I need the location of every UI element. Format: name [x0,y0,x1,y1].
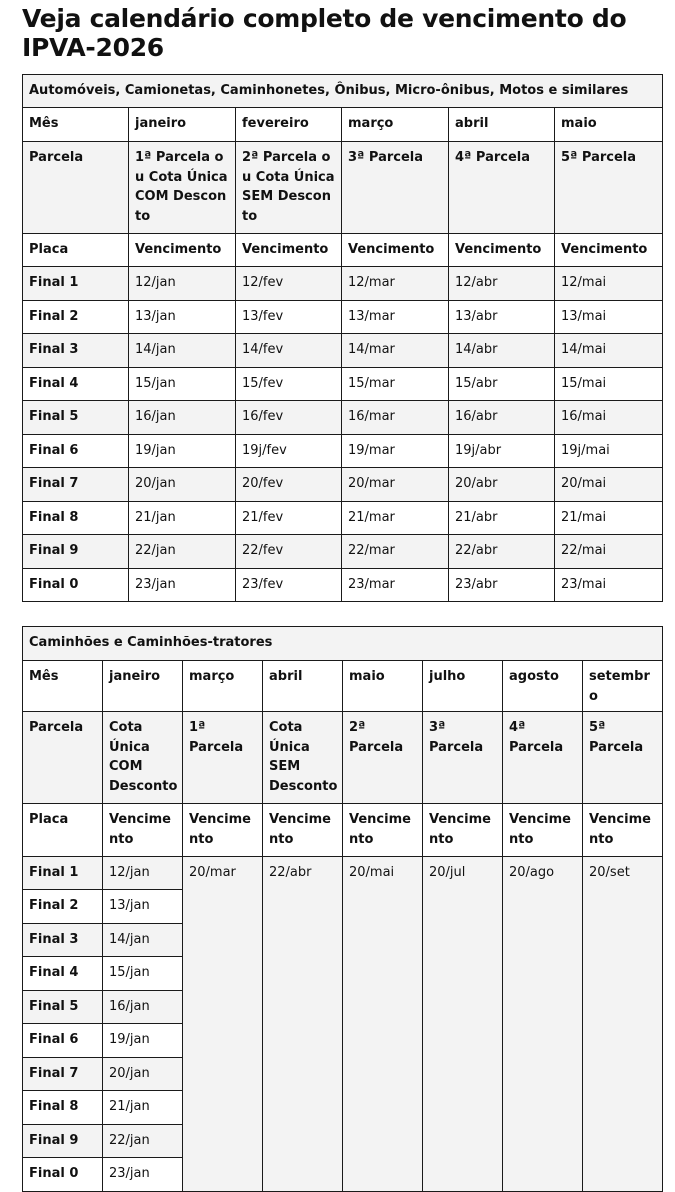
parcela-label: Parcela [23,142,129,234]
parcela-header: Cota Única COM Desconto [103,712,183,804]
date-cell: 15/mar [342,368,449,401]
date-cell: 15/mai [555,368,663,401]
month-header: julho [423,661,503,712]
date-cell: 19/jan [103,1024,183,1058]
table-caption: Caminhões e Caminhões-tratores [23,627,663,661]
merged-date-cell: 20/mar [183,857,263,1192]
date-cell: 16/jan [103,991,183,1024]
parcela-header: 4ª Parcela [449,142,555,234]
month-header: janeiro [129,108,236,142]
date-cell: 23/jan [129,569,236,602]
date-cell: 21/abr [449,502,555,535]
date-cell: 22/mar [342,535,449,569]
date-cell: 19j/fev [236,435,342,468]
placa-cell: Final 5 [23,401,129,435]
date-cell: 13/jan [129,301,236,334]
mes-label: Mês [23,108,129,142]
date-cell: 23/mar [342,569,449,602]
merged-date-cell: 20/jul [423,857,503,1192]
date-cell: 13/mai [555,301,663,334]
placa-cell: Final 7 [23,468,129,502]
date-cell: 12/mar [342,267,449,301]
month-header: fevereiro [236,108,342,142]
date-cell: 22/abr [449,535,555,569]
parcela-header: 5ª Parcela [583,712,663,804]
placa-cell: Final 6 [23,1024,103,1058]
date-cell: 20/jan [103,1058,183,1091]
date-cell: 23/fev [236,569,342,602]
placa-cell: Final 8 [23,502,129,535]
date-cell: 21/jan [103,1091,183,1125]
placa-cell: Final 0 [23,569,129,602]
date-cell: 20/jan [129,468,236,502]
placa-cell: Final 9 [23,1125,103,1158]
date-cell: 21/mar [342,502,449,535]
date-cell: 15/jan [103,957,183,991]
month-header: setembro [583,661,663,712]
vencimento-header: Vencimento [343,804,423,857]
date-cell: 20/mar [342,468,449,502]
date-cell: 22/fev [236,535,342,569]
date-cell: 21/jan [129,502,236,535]
vencimento-header: Vencimento [263,804,343,857]
date-cell: 23/jan [103,1158,183,1192]
table-row [23,301,663,334]
placa-cell: Final 3 [23,924,103,957]
date-cell: 20/fev [236,468,342,502]
date-cell: 16/abr [449,401,555,435]
date-cell: 22/jan [103,1125,183,1158]
page-title: Veja calendário completo de vencimento do IPVA-2026 [22,4,627,62]
placa-cell: Final 1 [23,267,129,301]
ipva-table-caminhoes [22,626,663,1192]
date-cell: 12/fev [236,267,342,301]
table-row [23,468,663,502]
date-cell: 23/abr [449,569,555,602]
date-cell: 16/jan [129,401,236,435]
date-cell: 19/mar [342,435,449,468]
month-header: janeiro [103,661,183,712]
month-header: agosto [503,661,583,712]
date-cell: 15/abr [449,368,555,401]
date-cell: 14/jan [103,924,183,957]
month-header: março [342,108,449,142]
date-cell: 20/abr [449,468,555,502]
date-cell: 12/jan [103,857,183,890]
table-row [23,857,663,890]
parcela-header: 2ª Parcela ou Cota Única SEM Desconto [236,142,342,234]
vencimento-header: Vencimento [342,234,449,267]
month-header: abril [449,108,555,142]
table-row [23,368,663,401]
vencimento-header: Vencimento [103,804,183,857]
merged-date-cell: 20/ago [503,857,583,1192]
placa-cell: Final 3 [23,334,129,368]
date-cell: 19j/mai [555,435,663,468]
vencimento-header: Vencimento [183,804,263,857]
date-cell: 14/abr [449,334,555,368]
date-cell: 19/jan [129,435,236,468]
month-header: abril [263,661,343,712]
month-header: maio [343,661,423,712]
merged-date-cell: 22/abr [263,857,343,1192]
date-cell: 14/mai [555,334,663,368]
placa-cell: Final 4 [23,368,129,401]
placa-cell: Final 5 [23,991,103,1024]
placa-label: Placa [23,804,103,857]
table-row [23,334,663,368]
date-cell: 12/mai [555,267,663,301]
date-cell: 14/mar [342,334,449,368]
table-row [23,569,663,602]
parcela-header: 2ª Parcela [343,712,423,804]
table-row [23,535,663,569]
vencimento-header: Vencimento [423,804,503,857]
placa-cell: Final 8 [23,1091,103,1125]
placa-cell: Final 9 [23,535,129,569]
vencimento-header: Vencimento [583,804,663,857]
placa-cell: Final 0 [23,1158,103,1192]
placa-cell: Final 1 [23,857,103,890]
parcela-header: 3ª Parcela [342,142,449,234]
date-cell: 22/mai [555,535,663,569]
date-cell: 20/mai [555,468,663,502]
date-cell: 22/jan [129,535,236,569]
date-cell: 23/mai [555,569,663,602]
parcela-header: 5ª Parcela [555,142,663,234]
vencimento-header: Vencimento [236,234,342,267]
date-cell: 16/mar [342,401,449,435]
date-cell: 13/jan [103,890,183,924]
placa-cell: Final 2 [23,301,129,334]
date-cell: 13/abr [449,301,555,334]
parcela-header: Cota Única SEM Desconto [263,712,343,804]
date-cell: 15/fev [236,368,342,401]
table-caption: Automóveis, Camionetas, Caminhonetes, Ônibus, Micro-ônibus, Motos e similares [23,75,663,108]
vencimento-header: Vencimento [129,234,236,267]
date-cell: 16/mai [555,401,663,435]
ipva-table-automoveis [22,74,663,602]
table-row [23,502,663,535]
vencimento-header: Vencimento [449,234,555,267]
parcela-header: 1ª Parcela ou Cota Única COM Desconto [129,142,236,234]
date-cell: 13/mar [342,301,449,334]
date-cell: 14/fev [236,334,342,368]
table-row [23,267,663,301]
merged-date-cell: 20/mai [343,857,423,1192]
date-cell: 16/fev [236,401,342,435]
date-cell: 12/abr [449,267,555,301]
mes-label: Mês [23,661,103,712]
merged-date-cell: 20/set [583,857,663,1192]
month-header: maio [555,108,663,142]
date-cell: 19j/abr [449,435,555,468]
date-cell: 21/fev [236,502,342,535]
placa-cell: Final 4 [23,957,103,991]
date-cell: 12/jan [129,267,236,301]
placa-cell: Final 7 [23,1058,103,1091]
date-cell: 13/fev [236,301,342,334]
parcela-header: 1ª Parcela [183,712,263,804]
placa-cell: Final 6 [23,435,129,468]
table-row [23,401,663,435]
date-cell: 21/mai [555,502,663,535]
month-header: março [183,661,263,712]
parcela-header: 4ª Parcela [503,712,583,804]
parcela-label: Parcela [23,712,103,804]
placa-cell: Final 2 [23,890,103,924]
placa-label: Placa [23,234,129,267]
parcela-header: 3ª Parcela [423,712,503,804]
vencimento-header: Vencimento [555,234,663,267]
date-cell: 14/jan [129,334,236,368]
vencimento-header: Vencimento [503,804,583,857]
table-row [23,435,663,468]
date-cell: 15/jan [129,368,236,401]
